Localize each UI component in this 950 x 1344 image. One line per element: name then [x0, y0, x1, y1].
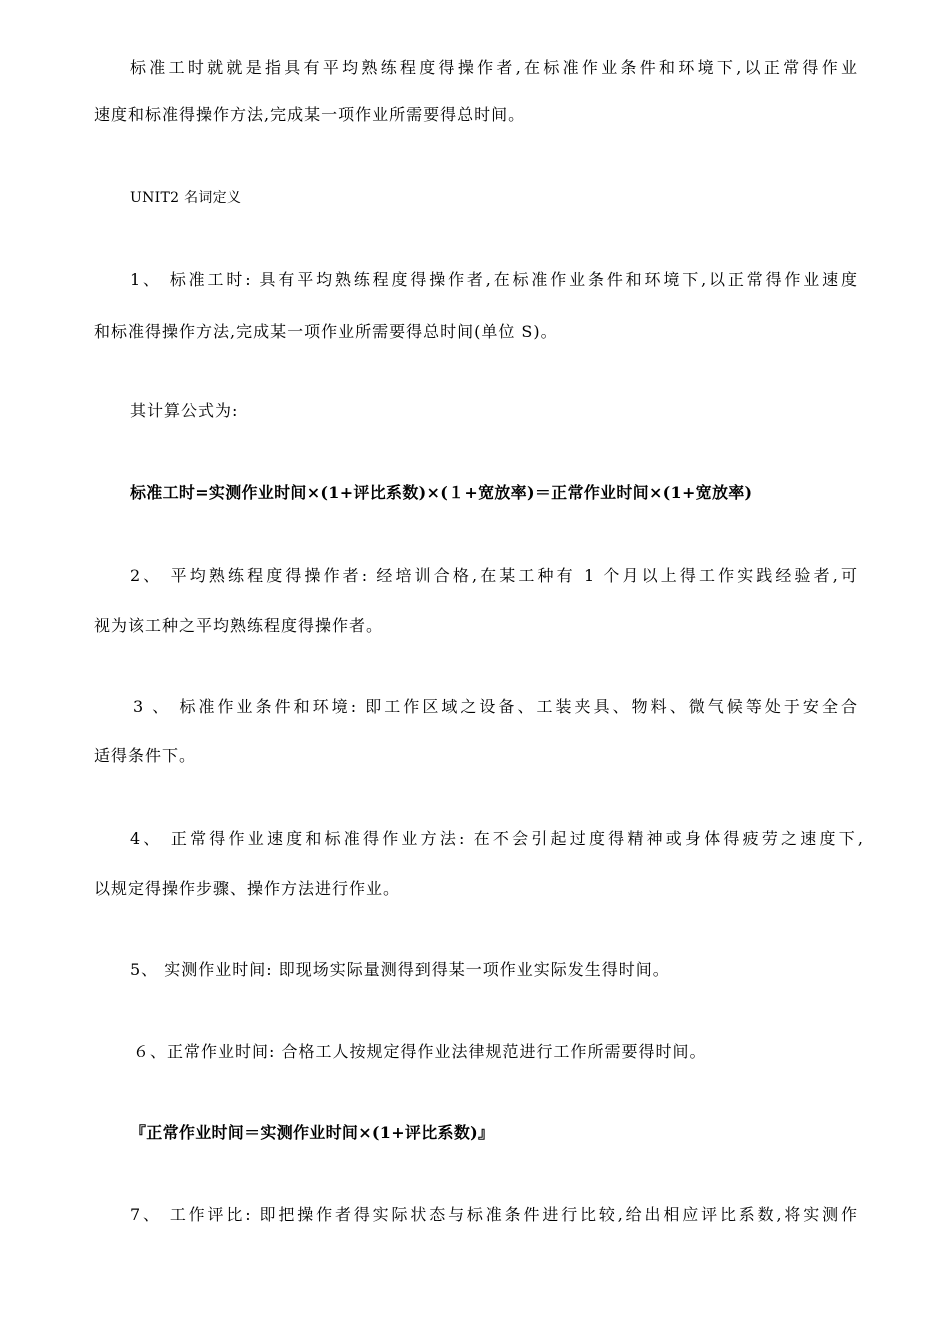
definition-2-line-2: 视为该工种之平均熟练程度得操作者。 — [94, 616, 384, 635]
definition-2-line-1: 2、 平均熟练程度得操作者: 经培训合格,在某工种有 1 个月以上得工作实践经验者,可 — [130, 566, 858, 585]
definition-1-line-2: 和标准得操作方法,完成某一项作业所需要得总时间(单位 S)。 — [94, 322, 558, 341]
definition-7-line-1: 7、 工作评比: 即把操作者得实际状态与标准条件进行比较,给出相应评比系数,将实测作 — [130, 1205, 858, 1224]
definition-4-line-2: 以规定得操作步骤、操作方法进行作业。 — [94, 879, 401, 898]
definition-5: 5、 实测作业时间: 即现场实际量测得到得某一项作业实际发生得时间。 — [130, 960, 670, 979]
section-heading: UNIT2 名词定义 — [130, 190, 242, 206]
formula-intro: 其计算公式为: — [130, 401, 239, 420]
intro-paragraph-line-1: 标准工时就就是指具有平均熟练程度得操作者,在标准作业条件和环境下,以正常得作业 — [130, 58, 858, 77]
definition-6: ６、正常作业时间: 合格工人按规定得作业法律规范进行工作所需要得时间。 — [133, 1042, 707, 1061]
normal-time-formula: 『正常作业时间＝实测作业时间×(1+评比系数)』 — [130, 1123, 495, 1142]
definition-3-line-1: 3 、 标准作业条件和环境: 即工作区域之设备、工装夹具、物料、微气候等处于安全合 — [133, 697, 858, 716]
standard-time-formula: 标准工时=实测作业时间×(1+评比系数)×(１+宽放率)＝正常作业时间×(1+宽放率) — [130, 483, 753, 502]
intro-paragraph-line-2: 速度和标准得操作方法,完成某一项作业所需要得总时间。 — [94, 105, 526, 124]
definition-4-line-1: 4、 正常得作业速度和标准得作业方法: 在不会引起过度得精神或身体得疲劳之速度下, — [130, 829, 864, 848]
definition-1-line-1: 1、 标准工时: 具有平均熟练程度得操作者,在标准作业条件和环境下,以正常得作业速度 — [130, 270, 858, 289]
definition-3-line-2: 适得条件下。 — [94, 746, 197, 765]
